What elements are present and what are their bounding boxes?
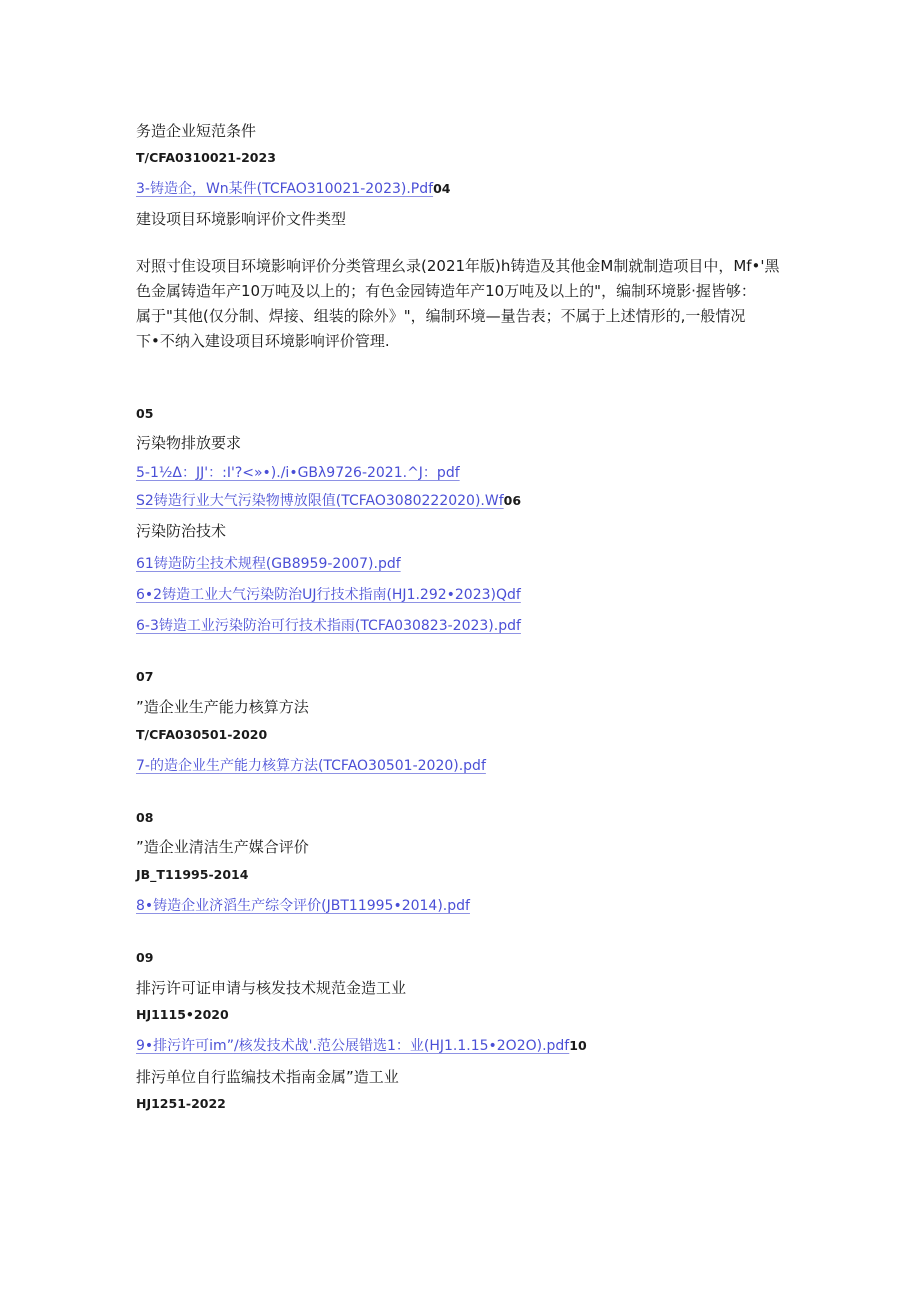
section-title: ”造企业清洁生产媒合评价 bbox=[136, 838, 309, 856]
section-number: 09 bbox=[136, 950, 154, 965]
pdf-link-row bbox=[136, 1035, 587, 1055]
paragraph bbox=[136, 254, 796, 354]
paragraph-line: 色金属铸造年产10万吨及以上的；有色金园铸造年产10万吨及以上的"，编制环境影·握皆够： bbox=[136, 282, 756, 300]
section-title: 排污单位自行监编技术指南金属”造工业 bbox=[136, 1068, 399, 1086]
pdf-link-row bbox=[136, 490, 521, 510]
standard-code: T/CFA030501-2020 bbox=[136, 727, 268, 742]
pdf-link-row bbox=[136, 553, 401, 573]
pdf-link[interactable]: 6-3铸造工业污染防治可行技术指雨(TCFA030823-2023).pdf bbox=[136, 618, 521, 634]
section-number: 08 bbox=[136, 810, 154, 825]
pdf-link-row bbox=[136, 178, 450, 198]
pdf-link[interactable]: 7-的造企业生产能力核算方法(TCFAO30501-2020).pdf bbox=[136, 758, 486, 774]
section-title: 污染物排放要求 bbox=[136, 434, 242, 452]
section-title: 建设项目环境影响评价文件类型 bbox=[136, 210, 347, 228]
pdf-link-row bbox=[136, 615, 521, 635]
section-number: 07 bbox=[136, 669, 154, 684]
section-title: 污染防治技术 bbox=[136, 522, 227, 540]
pdf-link-row bbox=[136, 462, 460, 482]
section-number: 06 bbox=[503, 493, 522, 508]
paragraph-line: 对照寸隹设项目环境影响评价分类管理幺录(2021年版)h铸造及其他金M制就制造项目中，Mf•'黑 bbox=[136, 257, 780, 275]
pdf-link[interactable]: S2铸造行业大气污染物博放限值(TCFAO3080222020).Wf bbox=[136, 493, 504, 509]
standard-code: JB_T11995-2014 bbox=[136, 867, 249, 882]
section-number: 10 bbox=[569, 1038, 587, 1053]
pdf-link[interactable]: 61铸造防尘技术规程(GB8959-2007).pdf bbox=[136, 556, 401, 572]
standard-code: HJ1251-2022 bbox=[136, 1096, 226, 1111]
section-number: 05 bbox=[136, 406, 154, 421]
pdf-link-row bbox=[136, 755, 486, 775]
pdf-link-row bbox=[136, 895, 470, 915]
section-title: 务造企业短范条件 bbox=[136, 122, 257, 140]
pdf-link-row bbox=[136, 584, 521, 604]
pdf-link[interactable]: 8•铸造企业济滔生产综令评价(JBT11995•2014).pdf bbox=[136, 898, 470, 914]
section-title: ”造企业生产能力核算方法 bbox=[136, 698, 309, 716]
section-number: 04 bbox=[433, 181, 451, 196]
pdf-link[interactable]: 9•排污许可im”/核发技术战'.范公展错选1：业(HJ1.1.15•2O2O).pdf bbox=[136, 1038, 570, 1054]
pdf-link[interactable]: 3-铸造企，Wn某件(TCFAO310021-2023).Pdf bbox=[136, 181, 434, 197]
section-title: 排污许可证申请与核发技术规范金造工业 bbox=[136, 979, 407, 997]
standard-code: T/CFA0310021-2023 bbox=[136, 150, 276, 165]
pdf-link[interactable]: 5-1½Δ：JJ'：:I'?<»•)./i•GBλ9726-2021.^J：pdf bbox=[136, 465, 460, 481]
paragraph-line: 属于"其他(仅分制、焊接、组装的除外》"，编制环境—量告表；不属于上述情形的,一般情况 bbox=[136, 307, 746, 325]
paragraph-line: 下•不纳入建设项目环境影响评价管理. bbox=[136, 332, 390, 350]
standard-code: HJ1115•2020 bbox=[136, 1007, 229, 1022]
pdf-link[interactable]: 6•2铸造工业大气污染防治UJ行技术指南(HJ1.292•2023)Qdf bbox=[136, 587, 521, 603]
